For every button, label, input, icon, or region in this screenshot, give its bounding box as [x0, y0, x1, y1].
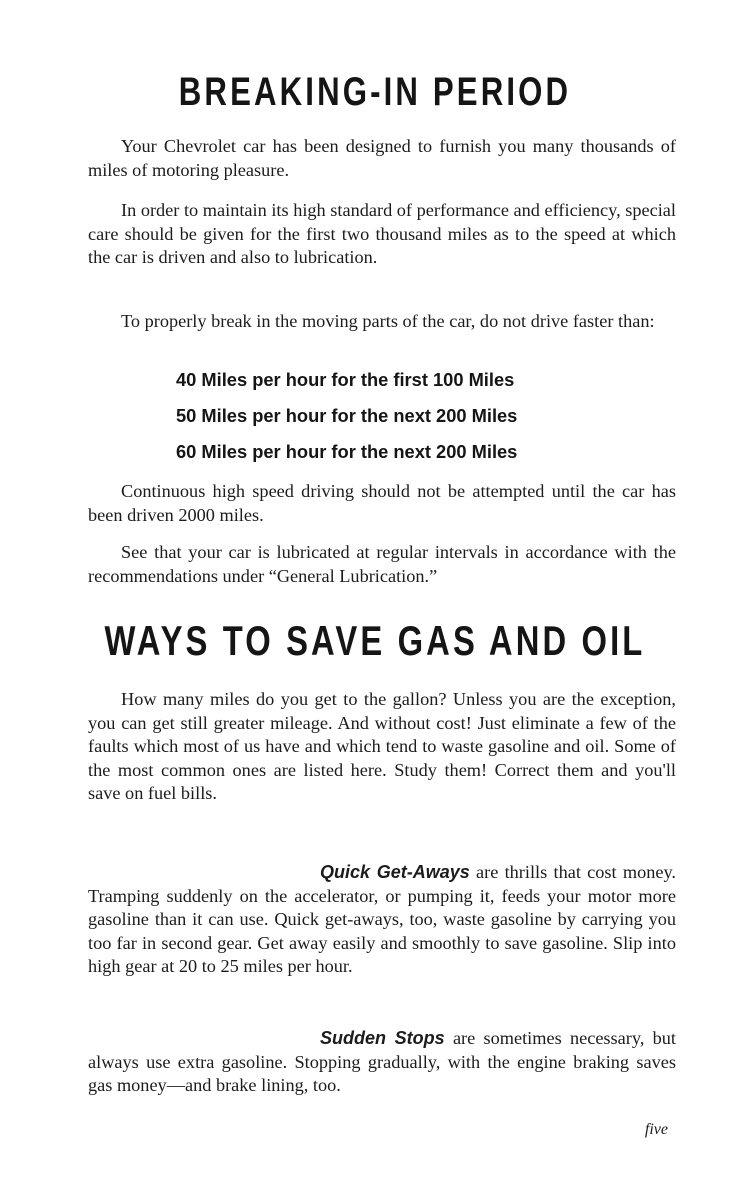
breaking-in-para-1: Your Chevrolet car has been designed to furnish you many thousands of miles of motoring pleasure.	[88, 136, 676, 180]
save-gas-title: WAYS TO SAVE GAS AND OIL	[104, 617, 646, 664]
tip-quick-get-aways	[88, 861, 676, 979]
speed-limit-line-1: 40 Miles per hour for the first 100 Miles	[176, 369, 515, 390]
speed-limit-line-3: 60 Miles per hour for the next 200 Miles	[176, 441, 518, 462]
breaking-in-para-2: In order to maintain its high standard of performance and efficiency, special care should be given for the first two thousand miles as to the speed at which the car is driven and also to lubrication.	[88, 200, 676, 267]
tip-quick-get-aways-text: are thrills that cost money. Tramping suddenly on the accelerator, or pumping it, feeds your motor more gasoline than it can use. Quick get-aways, too, waste gasoline by carrying you too far in second gear. Get away easily and smoothly to save gasoline. Slip into high gear at 20 to 25 miles per hour.	[88, 862, 677, 976]
tip-sudden-stops-heading: Sudden Stops	[320, 1028, 445, 1048]
breaking-in-para-3: To properly break in the moving parts of the car, do not drive faster than:	[121, 311, 655, 331]
save-gas-intro: How many miles do you get to the gallon? Unless you are the exception, you can get still greater mileage. And without cost! Just eliminate a few of the faults which most of us have and which tend to waste gasoline and oil. Some of the most common ones are listed here. Study them! Correct them and you'll save on fuel bills.	[88, 689, 676, 803]
breaking-in-para-5: See that your car is lubricated at regular intervals in accordance with the recommendations under “General Lubrication.”	[88, 542, 676, 586]
tip-sudden-stops	[88, 1027, 676, 1098]
breaking-in-title: BREAKING-IN PERIOD	[178, 70, 572, 114]
speed-limit-line-2: 50 Miles per hour for the next 200 Miles	[176, 405, 518, 426]
page-number: five	[644, 1121, 668, 1138]
tip-sudden-stops-text: are sometimes necessary, but always use extra gasoline. Stopping gradually, with the engine braking saves gas money—and brake lining, too.	[88, 1028, 677, 1095]
breaking-in-para-4: Continuous high speed driving should not be attempted until the car has been driven 2000 miles.	[88, 481, 676, 525]
tip-quick-get-aways-heading: Quick Get-Aways	[320, 862, 470, 882]
